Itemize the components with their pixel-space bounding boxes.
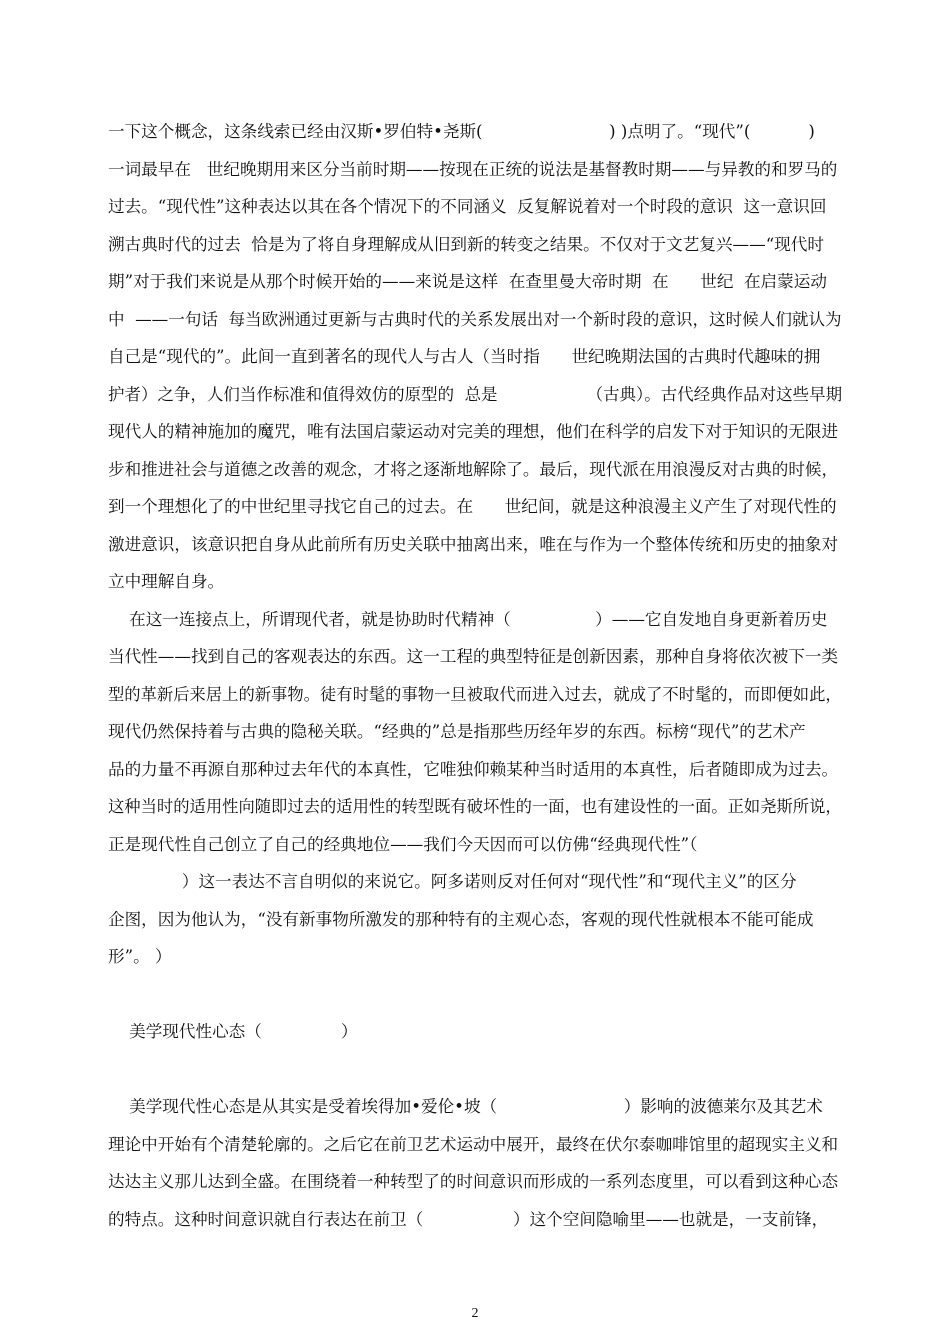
- text-line: ）这一表达不言自明似的来说它。阿多诺则反对任何对“现代性”和“现代主义”的区分: [108, 872, 797, 891]
- text-line: 正是现代性自己创立了自己的经典地位——我们今天因而可以仿佛“经典现代性”（: [108, 835, 698, 854]
- text-line: 美学现代性心态是从其实是受着埃得加•爱伦•坡（ ）影响的波德莱尔及其艺术: [108, 1097, 823, 1116]
- text-line: 现代人的精神施加的魔咒，唯有法国启蒙运动对完美的理想，他们在科学的启发下对于知识的无限进: [108, 422, 839, 441]
- text-line: 自己是“现代的”。此间一直到著名的现代人与古人（当时指 世纪晚期法国的古典时代趣味的拥: [108, 347, 821, 366]
- text-line: 的特点。这种时间意识就自行表达在前卫（ ）这个空间隐喻里——也就是，一支前锋，: [108, 1210, 829, 1229]
- text-line: 在这一连接点上，所谓现代者，就是协助时代精神（ ）——它自发地自身更新着历史: [108, 610, 828, 629]
- text-line: 步和推进社会与道德之改善的观念，才将之逐渐地解除了。最后，现代派在用浪漫反对古典的时候，: [108, 460, 839, 479]
- text-line: 过去。“现代性”这种表达以其在各个情况下的不同涵义 反复解说着对一个时段的意识 这一意识回: [108, 197, 827, 216]
- text-line: 一下这个概念，这条线索已经由汉斯•罗伯特•尧斯( ) )点明了。“现代”( ): [108, 122, 815, 141]
- text-line: 形”。 ）: [108, 947, 172, 966]
- page-number: 2: [471, 1306, 479, 1321]
- text-line: 企图，因为他认为，“没有新事物所激发的那种特有的主观心态，客观的现代性就根本不能可能成: [108, 910, 814, 929]
- text-line: 这种当时的适用性向随即过去的适用性的转型既有破坏性的一面，也有建设性的一面。正如尧斯所说，: [108, 797, 842, 816]
- text-line: 当代性——找到自己的客观表达的东西。这一工程的典型特征是创新因素，那种自身将依次被下一类: [108, 647, 839, 666]
- text-line: 一词最早在 世纪晚期用来区分当前时期——按现在正统的说法是基督教时期——与异教的和罗马的: [108, 160, 838, 179]
- text-line: 护者）之争，人们当作标准和值得效仿的原型的 总是 （古典）。古代经典作品对这些早期: [108, 385, 843, 404]
- text-line: 理论中开始有个清楚轮廓的。之后它在前卫艺术运动中展开，最终在伏尔泰咖啡馆里的超现实主义和: [108, 1135, 839, 1154]
- text-line: 品的力量不再源自那种过去年代的本真性，它唯独仰赖某种当时适用的本真性，后者随即成为过去。: [108, 760, 839, 779]
- section-heading: 美学现代性心态（ ）: [108, 1022, 358, 1041]
- text-line: 激进意识，该意识把自身从此前所有历史关联中抽离出来，唯在与作为一个整体传统和历史的抽象对: [108, 535, 839, 554]
- text-line: 达达主义那儿达到全盛。在围绕着一种转型了的时间意识而形成的一系列态度里，可以看到这种心态: [108, 1172, 839, 1191]
- text-line: 溯古典时代的过去 恰是为了将自身理解成从旧到新的转变之结果。不仅对于文艺复兴——“现代时: [108, 235, 824, 254]
- text-line: 立中理解自身。: [108, 572, 225, 591]
- text-line: 期”对于我们来说是从那个时候开始的——来说是这样 在查里曼大帝时期 在 世纪 在启蒙运动: [108, 272, 827, 291]
- text-line: 中 ——一句话 每当欧洲通过更新与古典时代的关系发展出对一个新时段的意识，这时候人们就认为: [108, 310, 842, 329]
- text-line: 现代仍然保持着与古典的隐秘关联。“经典的”总是指那些历经年岁的东西。标榜“现代”的艺术产: [108, 722, 806, 741]
- text-line: 型的革新后来居上的新事物。徒有时髦的事物一旦被取代而进入过去，就成了不时髦的，而即便如此，: [108, 685, 842, 704]
- text-line: 到一个理想化了的中世纪里寻找它自己的过去。在 世纪间，就是这种浪漫主义产生了对现代性的: [108, 497, 837, 516]
